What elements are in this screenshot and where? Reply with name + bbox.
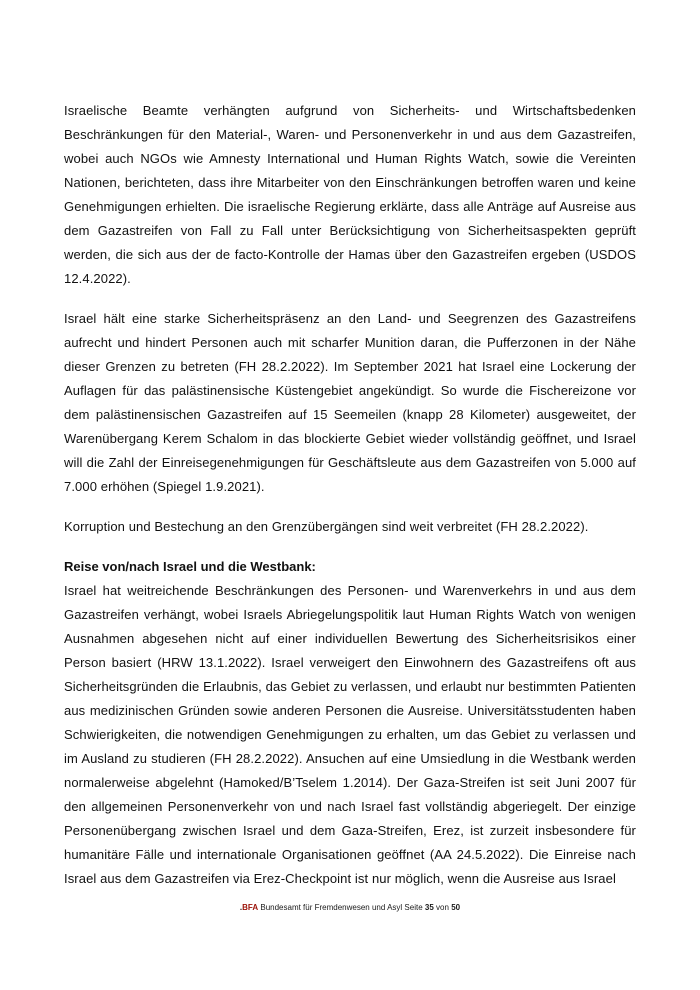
page-footer [0,902,700,914]
footer-organization-text: Bundesamt für Fremdenwesen und Asyl Seite [260,903,423,912]
paragraph-security-presence: Israel hält eine starke Sicherheitspräsenz an den Land- und Seegrenzen des Gazastreifens aufrecht und hindert Personen auch mit scharfer Munition daran, die Pufferzonen in der Nähe dieser Grenzen zu betreten (FH 28.2.2022). Im September 2021 hat Israel eine Lockerung der Auflagen für das palästinensische Küstengebiet angekündigt. So wurde die Fischereizone vor dem palästinensischen Gazastreifen auf 15 Seemeilen (knapp 28 Kilometer) ausgeweitet, der Warenübergang Kerem Schalom in das blockierte Gebiet wieder vollständig geöffnet, und Israel will die Zahl der Einreisegenehmigungen für Geschäftsleute aus dem Gazastreifen von 5.000 auf 7.000 erhöhen (Spiegel 1.9.2021). [64,311,636,494]
paragraph-travel-restrictions: Israel hat weitreichende Beschränkungen des Personen- und Warenverkehrs in und aus dem Gazastreifen verhängt, wobei Israels Abriegelungspolitik laut Human Rights Watch von wenigen Ausnahmen abgesehen nicht auf einer individuellen Bewertung des Sicherheitsrisikos einer Person basiert (HRW 13.1.2022). Israel verweigert den Einwohnern des Gazastreifens oft aus Sicherheitsgründen die Erlaubnis, das Gebiet zu verlassen, und erlaubt nur bestimmten Patienten aus medizinischen Gründen sowie anderen Personen die Ausreise. Universitätsstudenten haben Schwierigkeiten, die notwendigen Genehmigungen zu erhalten, um das Gebiet zu verlassen und im Ausland zu studieren (FH 28.2.2022). Ansuchen auf eine Umsiedlung in die Westbank werden normalerweise abgelehnt (Hamoked/B’Tselem 1.2014). Der Gaza-Streifen ist seit Juni 2007 für den allgemeinen Personenverkehr von und nach Israel fast vollständig abgeriegelt. Der einzige Personenübergang zwischen Israel und dem Gaza-Streifen, Erez, ist zurzeit insbesondere für humanitäre Fälle und internationale Organisationen geöffnet (AA 24.5.2022). Die Einreise nach Israel aus dem Gazastreifen via Erez-Checkpoint ist nur möglich, wenn die Ausreise aus Israel [64,583,636,886]
section-heading-travel-israel-westbank: Reise von/nach Israel und die Westbank: [64,559,316,574]
bfa-logo: BFA [242,903,259,912]
paragraph-corruption: Korruption und Bestechung an den Grenzübergängen sind weit verbreitet (FH 28.2.2022). [64,519,589,534]
bfa-logo-dot: . [239,903,243,912]
footer-total-pages: 50 [451,903,461,912]
paragraph-restrictions-gaza: Israelische Beamte verhängten aufgrund von Sicherheits- und Wirtschaftsbedenken Beschränkungen für den Material-, Waren- und Personenverkehr in und aus dem Gazastreifen, wobei auch NGOs wie Amnesty International und Human Rights Watch, sowie die Vereinten Nationen, berichteten, dass ihre Mitarbeiter von den Einschränkungen betroffen waren und keine Genehmigungen erhielten. Die israelische Regierung erklärte, dass alle Anträge auf Ausreise aus dem Gazastreifen von Fall zu Fall unter Berücksichtigung von Sicherheitsaspekten geprüft werden, die sich aus der de facto-Kontrolle der Hamas über den Gazastreifen ergeben (USDOS 12.4.2022). [64,103,636,286]
footer-page-number: 35 [424,903,434,912]
footer-of-text: von [436,903,449,912]
